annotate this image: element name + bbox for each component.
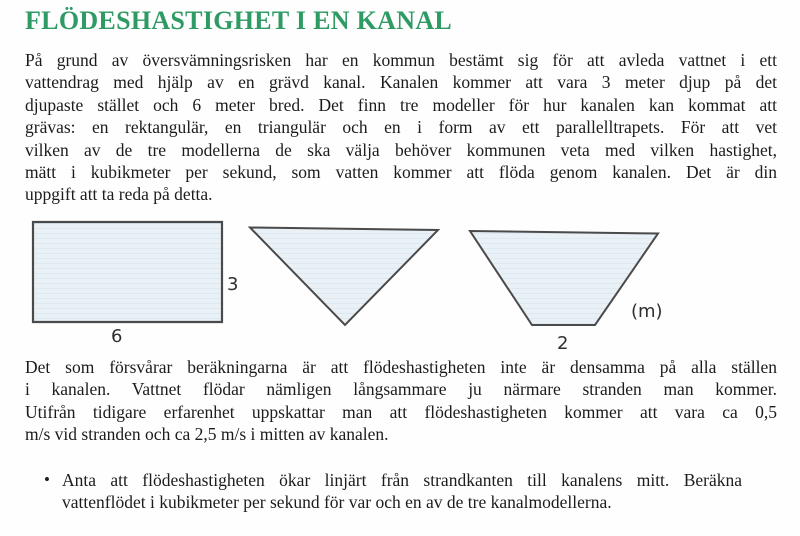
text-line: uppgift att ta reda på detta. — [25, 184, 213, 205]
text-line: mätt i kubikmeter per sekund, som vatten kommer att flöda genom kanalen. Det är din — [25, 161, 777, 182]
text-line: vilken av de tre modellerna de ska välja behöver kommunen veta med vilken hastighet, — [25, 139, 777, 160]
trapezoid-bottom-label: 2 — [557, 333, 569, 354]
width-label: 6 — [111, 326, 123, 347]
triangle-channel-shape — [250, 228, 438, 326]
text-line: Utifrån tidigare erfarenhet uppskattar man att flödeshastigheten kommer att vara ca 0,5 — [25, 401, 777, 422]
task-bullet-item — [44, 469, 744, 514]
text-line: i kanalen. Vattnet flödar nämligen långsammare ju närmare stranden man kommer. — [25, 379, 777, 400]
canal-cross-sections-figure — [0, 210, 800, 355]
text-line: På grund av översvämningsrisken har en kommun bestämt sig för att avleda vattnet i ett — [25, 50, 777, 70]
depth-label: 3 — [227, 274, 239, 295]
bullet-marker: • — [44, 470, 50, 489]
task-line2-post: tre kanalmodellerna. — [463, 492, 612, 513]
text-line: Det som försvårar beräkningarna är att flödeshastigheten inte är densamma på alla ställen — [25, 357, 777, 377]
rectangle-channel-shape — [33, 222, 222, 322]
trapezoid-channel-shape — [470, 231, 658, 325]
text-line: grävas: en rektangulär, en triangulär och en i form av ett parallelltrapets. För att vet — [25, 117, 777, 138]
unit-label: (m) — [631, 301, 663, 322]
task-text — [62, 469, 742, 514]
intro-paragraph — [25, 49, 777, 206]
text-line: Anta att flödeshastigheten ökar linjärt från strandkanten till kanalens mitt. Beräkna — [62, 470, 742, 490]
underlined-phrase: meter per sekund för var och en av de — [199, 492, 463, 513]
text-line — [62, 491, 742, 513]
text-line: djupaste stället och 6 meter bred. Det finn tre modeller för hur kanalen kan kommat att — [25, 94, 777, 115]
text-line: m/s vid stranden och ca 2,5 m/s i mitten av kanalen. — [25, 424, 389, 445]
text-line: vattendrag med hjälp av en grävd kanal. Kanalen kommer att vara 3 meter djup på det — [25, 72, 777, 93]
task-line2-pre: vattenflödet i kubik — [62, 492, 200, 513]
page-title: FLÖDESHASTIGHET I EN KANAL — [25, 6, 453, 35]
middle-paragraph — [25, 356, 777, 446]
